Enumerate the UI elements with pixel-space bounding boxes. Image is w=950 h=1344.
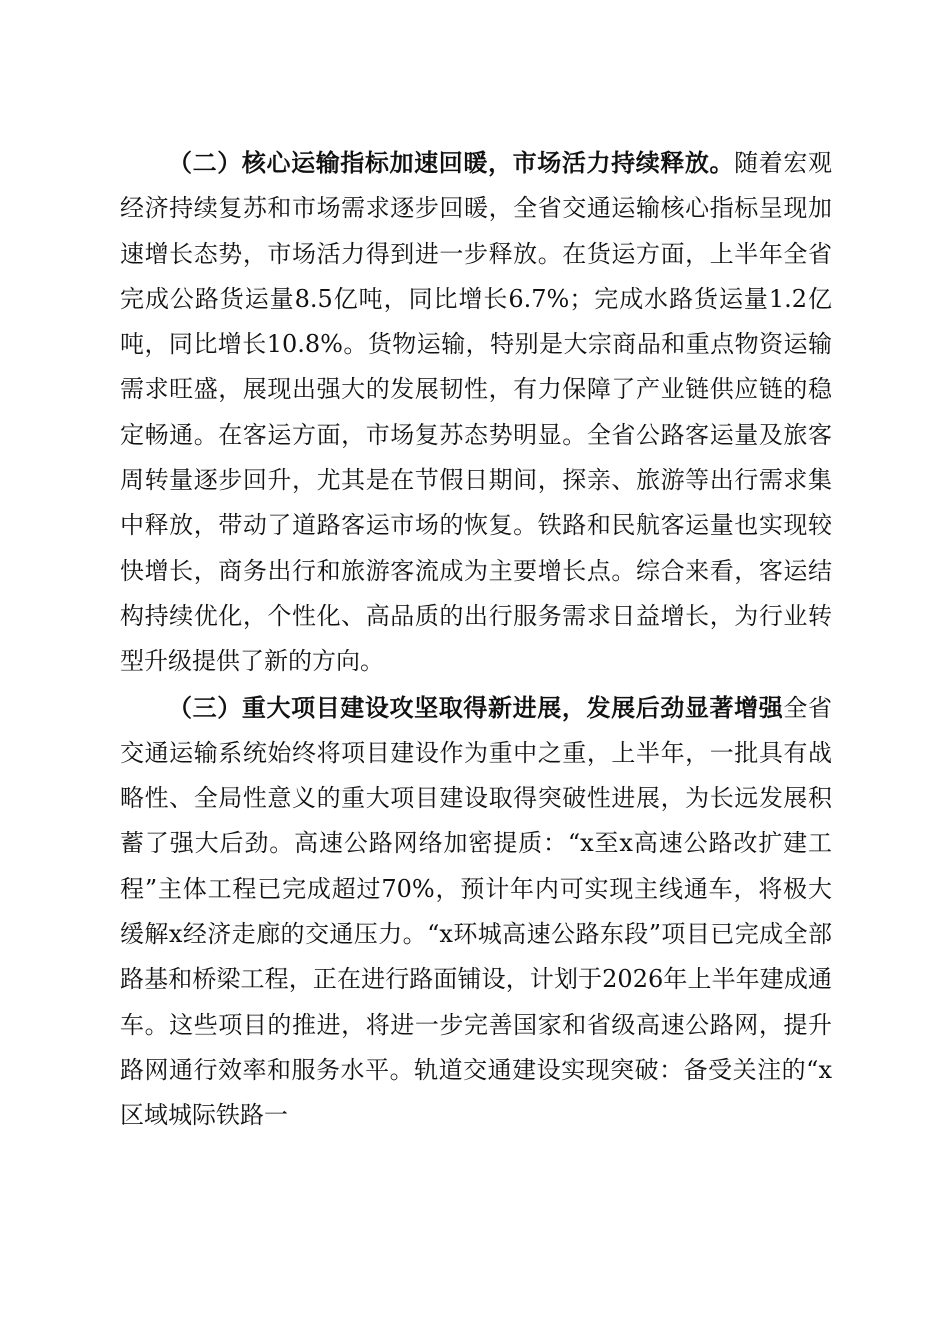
paragraph-heading: （三）重大项目建设攻坚取得新进展，发展后劲显著增强 [168,692,784,722]
document-body [120,140,832,1139]
paragraph-text: 随着宏观经济持续复苏和市场需求逐步回暖，全省交通运输核心指标呈现加速增长态势，市场活力得到进一步释放。在货运方面，上半年全省完成公路货运量8.5亿吨，同比增长6.7%；完成水路货运量1.2亿吨，同比增长10.8%。货物运输，特别是大宗商品和重点物资运输需求旺盛，展现出强大的发展韧性，有力保障了产业链供应链的稳定畅通。在客运方面，市场复苏态势明显。全省公路客运量及旅客周转量逐步回升，尤其是在节假日期间，探亲、旅游等出行需求集中释放，带动了道路客运市场的恢复。铁路和民航客运量也实现较快增长，商务出行和旅游客流成为主要增长点。综合来看，客运结构持续优化，个性化、高品质的出行服务需求日益增长，为行业转型升级提供了新的方向。 [120,149,833,676]
paragraph-heading: （二）核心运输指标加速回暖，市场活力持续释放。 [168,148,735,177]
paragraph-text: 全省交通运输系统始终将项目建设作为重中之重，上半年，一批具有战略性、全局性意义的重大项目建设取得突破性进展，为长远发展积蓄了强大后劲。高速公路网络加密提质：“x至x高速公路改扩建工程”主体工程已完成超过70%，预计年内可实现主线通车，将极大缓解x经济走廊的交通压力。“x环城高速公路东段”项目已完成全部路基和桥梁工程，正在进行路面铺设，计划于2026年上半年建成通车。这些项目的推进，将进一步完善国家和省级高速公路网，提升路网通行效率和服务水平。轨道交通建设实现突破：备受关注的“x区域城际铁路一 [120,693,833,1130]
paragraph-major-projects [120,685,832,1139]
paragraph-transport-indicators [120,140,832,685]
